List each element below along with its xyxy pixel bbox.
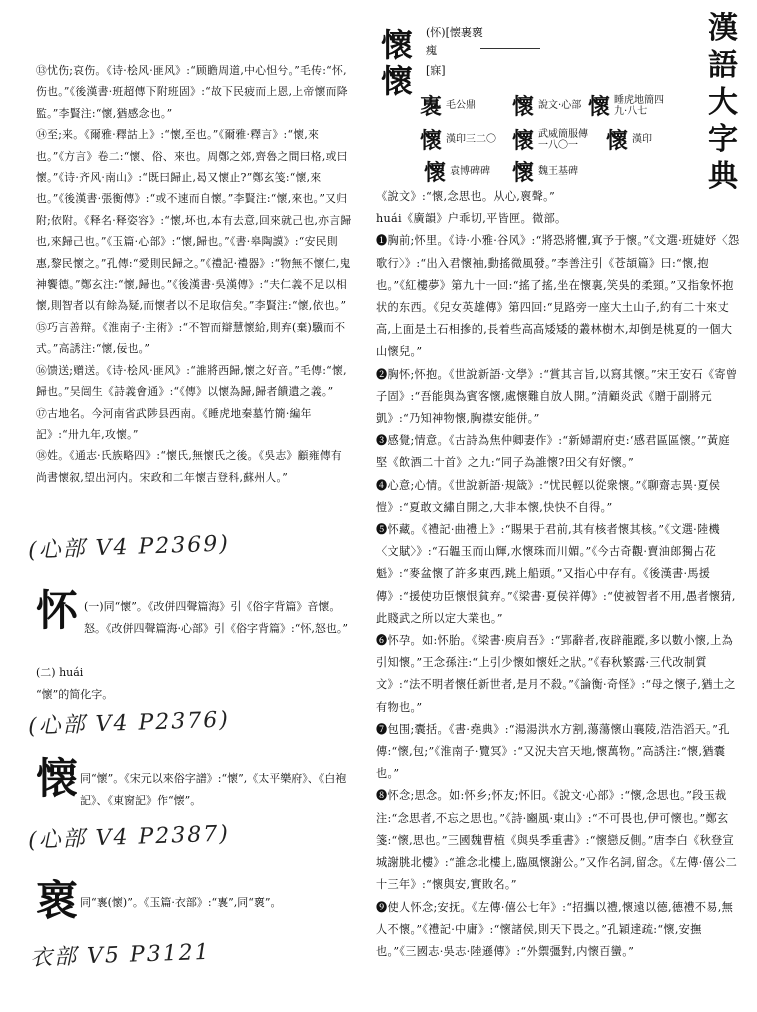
sense-paragraph: ❽怀念;思念。如:怀乡;怀友;怀旧。《說文·心部》:“懷,念思也。”段玉裁注:“念思者,不忘之思也。”《詩·豳風·東山》:“不可畏也,伊可懷也。”鄭玄箋:“懷,思也。”三國魏曹植《與吳季重書》:“懷戀反側。”唐李白《秋登宣城謝朓北樓》:“誰念北樓上,臨風懷謝公。”又作名詞,留念。《左傳·僖公二十三年》:“懷與安,實敗名。” [376, 789, 738, 892]
divider [480, 48, 540, 49]
sense-paragraph: ❷胸怀;怀抱。《世說新語·文學》:“賞其言旨,以寫其懷。”宋王安石《寄曾子固》:“吾能與為賓客懷,處懷難自放人開。”清顧炎武《贈于副將元凱》:“乃知神物懷,胸襟安能併。” [376, 367, 738, 426]
form-label: 漢印三二〇 [446, 134, 497, 145]
ancient-form [512, 124, 594, 155]
variant-label-3: [寐] [426, 64, 446, 77]
sense-paragraph: ⑬忧伤;哀伤。《诗·桧风·匪风》:“顾瞻周道,中心怛兮。”毛传:“怀,伤也。”《後漢書·班超傳下附班固》:“故下民疲而上恩,上帝懷而降監。”李賢注:“懷,猶感念也。” [36, 64, 348, 120]
form-label: 袁博碑碑 [450, 166, 491, 177]
form-label: 漢印 [632, 134, 653, 145]
sense-paragraph: ⑮巧言善辩。《淮南子·主術》:“不智而辯慧懷給,則弃(棄)驥而不式。”高誘注:“懷,佞也。” [36, 320, 346, 356]
ancient-form [588, 90, 672, 121]
title-char: 大 [708, 85, 738, 120]
ancient-form [606, 124, 652, 155]
pronunciation-line: huái《廣韻》户乖切,平皆匣。微部。 [376, 212, 567, 226]
entry-definition: 同“懷”。《宋元以來俗字譜》:“懷”,《太平樂府》、《白袍記》、《東窗記》作“懐”。 [80, 772, 347, 807]
form-label: 說文·心部 [538, 100, 582, 111]
entry-char: 懐 [36, 754, 79, 803]
ancient-form [512, 156, 578, 187]
entry-sub-definition: “懷”的简化字。 [36, 688, 114, 701]
form-glyph: 褢 [420, 94, 443, 120]
form-glyph: 懷 [512, 94, 535, 120]
etymology-line: 《說文》:“懷,念思也。从心,褱聲。” [376, 190, 556, 203]
handwritten-note: 衣部 V5 P3121 [29, 939, 212, 972]
sense-paragraph: ⑯馈送;赠送。《诗·桧风·匪风》:“誰將西歸,懷之好音。”毛傳:“懷,歸也。”吴闿生《詩義會通》:“《傳》以懷為歸,歸者饋遺之義。” [36, 363, 347, 399]
variant-label-1: (怀)[懐裹褱 [426, 26, 483, 39]
sense-paragraph: ⑭至;来。《爾雅·釋詁上》:“懷,至也。”《爾雅·釋言》:“懷,來也。”《方言》卷二:“懷、俗、來也。周鄭之郊,齊魯之間曰格,或曰懷。”《诗·齐风·南山》:“既曰歸止,曷又懷止?”鄭玄笺:“懷,來也。”《後漢書·張衡傳》:“或不速而自懷。”李賢注:“懷,來也。”又归附;依附。《释名·释姿容》:“懷,坏也,本有去意,回來就己也,亦言歸也,來歸己也。”《玉篇·心部》:“懷,歸也。”《書·皋陶謨》:“安民則惠,黎民懷之。”孔傳:“愛則民歸之。”《禮記·禮器》:“物無不懷仁,鬼神饗德。”鄭玄注:“懷,歸也。”《後漢書·吳漢傳》:“夫仁義不足以相懷,則智者以有餘為疑,而懷者以不足取信矣。”李賢注:“懷,依也。” [36, 128, 352, 313]
entry-definition: 同“褢(懷)”。《玉篇·衣部》:“褢”,同“褱”。 [80, 896, 282, 909]
head-char-1: 懷 [381, 26, 414, 64]
sense-paragraph: ❶胸前;怀里。《诗·小雅·谷风》:“將恐將懼,寘予于懷。”《文選·班婕妤〈怨歌行〉》:“出入君懷袖,動搖微風發。”李善注引《苍頡篇》曰:“懷,抱也。”《紅樓夢》第九十一回:“搖了搖,坐在懷裏,笑吳的柔頸。”又指象怀抱状的东西。《兒女英雄傳》第四回:“見路旁一座大土山子,約有二十來丈高,上面是土石相摻的,長着些高高矮矮的叢林樹木,却倒是桃夏的一個大山懷兒。” [376, 234, 740, 359]
title-char: 語 [708, 48, 738, 83]
head-char-2: 懷 [381, 62, 414, 100]
sense-paragraph: ❸感覺;情意。《古詩為焦仲卿妻作》:“新婦謂府吏:‘感君區區懷。’”黃庭堅《飲酒二十首》之九:“同子為誰懷?田父有好懷。” [376, 434, 730, 470]
form-glyph: 懷 [606, 128, 629, 154]
right-column [376, 186, 740, 963]
sense-paragraph: ⑱姓。《通志·氏族略四》:“懷氏,無懷氏之後。《吳志》顧雍傳有尚書懷叙,望出河内。宋政和二年懷吉登科,蘇州人。” [36, 449, 343, 484]
form-glyph: 懷 [424, 160, 447, 186]
form-label: 魏王基碑 [538, 166, 579, 177]
title-char: 典 [708, 159, 738, 194]
ancient-form [512, 90, 581, 121]
form-glyph: 懷 [512, 160, 535, 186]
handwritten-note: (心部 V4 P2387) [27, 821, 231, 854]
ancient-form [420, 90, 476, 121]
entry-definition: (一)同“懷”。《改併四聲篇海》引《俗字背篇》音懷。怒。《改併四聲篇海·心部》引《俗字背篇》:“怀,怒也。” [84, 600, 348, 635]
form-label: 毛公鼎 [446, 100, 477, 111]
ancient-form [424, 156, 490, 187]
sense-paragraph: ❾使人怀念;安抚。《左傳·僖公七年》:“招攜以禮,懷遠以德,德禮不易,無人不懷。”《禮記·中庸》:“懷諸侯,則天下畏之。”孔穎達疏:“懷,安撫也。”《三國志·吳志·陸遜傳》:“外禦彊對,内懷百蠻。” [376, 900, 734, 958]
sense-paragraph: ⑰古地名。今河南省武陟县西南。《睡虎地秦墓竹簡·編年記》:“卅九年,攻懷。” [36, 406, 312, 441]
form-label: 武威簡服傳一八〇一 [538, 128, 589, 151]
left-column [36, 60, 352, 488]
form-glyph: 懷 [512, 128, 535, 154]
form-glyph: 懷 [420, 128, 443, 154]
sense-paragraph: ❼包围;囊括。《書·堯典》:“湯湯洪水方割,蕩蕩懷山襄陵,浩浩滔天。”孔傳:“懷,包;”《淮南子·覽冥》:“又況夫宫天地,懷萬物。”高誘注:“懷,猶囊也。” [376, 722, 730, 781]
variant-label-2: 瘣 [426, 44, 437, 57]
title-char: 字 [708, 122, 738, 157]
form-label: 睡虎地簡四九·八七 [614, 94, 665, 117]
form-glyph: 懷 [588, 94, 611, 120]
sense-paragraph: ❹心意;心情。《世說新語·規箴》:“忧民輕以從衆懷。”《聊齋志異·夏侯愷》:“夏敢文繡自開之,大非本懷,快快不自得。” [376, 478, 721, 514]
handwritten-note: (心部 V4 P2376) [27, 707, 231, 740]
ancient-form [420, 124, 496, 155]
entry-char: 怀 [36, 586, 79, 635]
sense-paragraph: ❻怀孕。如:怀胎。《梁書·庾肩吾》:“郢辭者,夜辟龍蹤,多以數小懷,上為引知懷。”王念孫注:“上引少懷如懷妊之狀。”《春秋繁露·三代改制質文》:“法不明者懷任新世者,是月不殺。”《論衡·奇怪》:“母之懷子,猶土之有物也。” [376, 634, 736, 714]
sense-paragraph: ❺怀藏。《禮記·曲禮上》:“賜果于君前,其有核者懷其核。”《文選·陸機〈文賦〉》:“石韞玉而山輝,水懷珠而川媚。”《今古奇觀·賣油郎獨占花魁》:“麥盆懷了許多東西,跳上船頭。”又指心中存有。《後漢書·馬援傳》:“援使功臣懷恨貧弃。”《梁書·夏侯祥傳》:“使被智者不用,愚者懷猜,此賤武之所以定大業也。” [376, 523, 736, 625]
entry-char: 褱 [36, 876, 79, 925]
dictionary-title [703, 10, 743, 195]
title-char: 漢 [708, 11, 738, 46]
handwritten-note: (心部 V4 P2369) [27, 531, 231, 564]
entry-sub-label: (二) huái [36, 666, 84, 679]
